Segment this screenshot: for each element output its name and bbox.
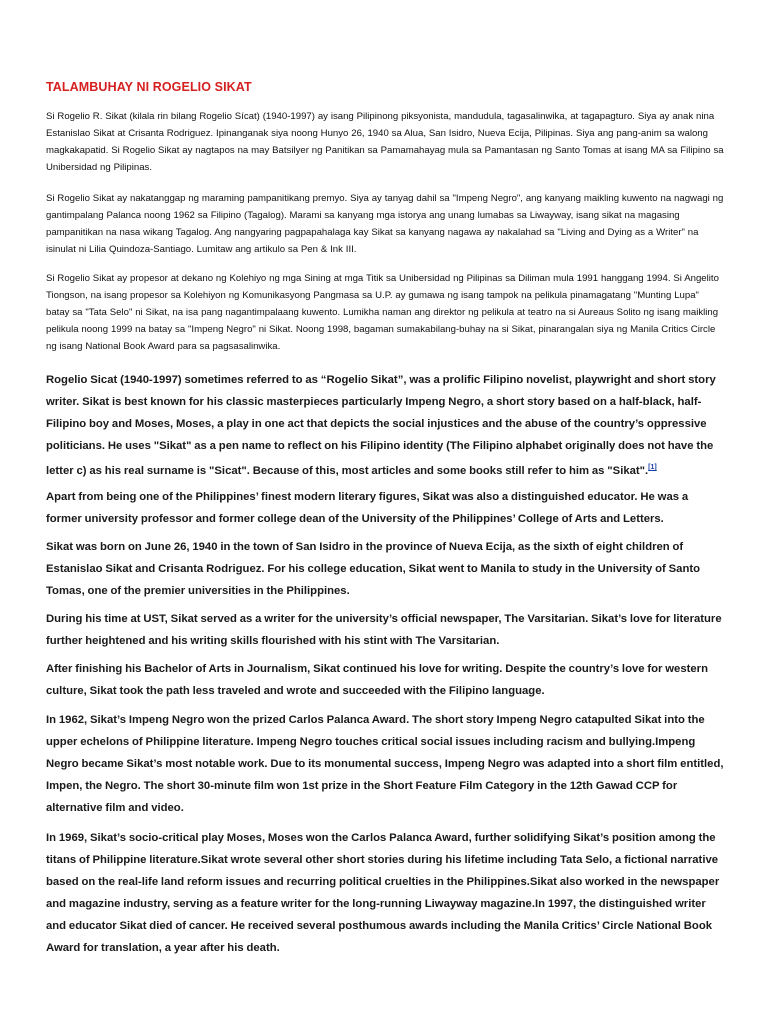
english-paragraph-1-text: Rogelio Sicat (1940-1997) sometimes referred to as “Rogelio Sikat”, was a prolific Filipino novelist, playwright and short story writer. Sikat is best known for his classic masterpieces particularly Impeng Negro, a short story based on a half-black, half-Filipino boy and Moses, Moses, a play in one act that depicts the social injustices and the abuse of the country’s oppressive politicians. He uses "Sikat" as a pen name to reflect on his Filipino identity (The Filipino alphabet originally does not have the letter c) as his real surname is "Sicat". Because of this, most articles and some books still refer to him as "Sikat". xyxy=(46,374,716,478)
page-title: TALAMBUHAY NI ROGELIO SIKAT xyxy=(46,80,252,94)
english-paragraph-3: Sikat was born on June 26, 1940 in the town of San Isidro in the province of Nueva Ecija, as the sixth of eight children of Estanislao Sikat and Crisanta Rodriguez. For his college education, Sikat went to Manila to study in the University of Santo Tomas, one of the premier universities in the Philippines. xyxy=(46,541,701,598)
english-paragraph-2: Apart from being one of the Philippines’ finest modern literary figures, Sikat was also a distinguished educator. He was a former university professor and former college dean of the University of the Philippines’ College of Arts and Letters. xyxy=(46,491,689,526)
tagalog-paragraph-3: Si Rogelio Sikat ay propesor at dekano ng Kolehiyo ng mga Sining at mga Titik sa Unibersidad ng Pilipinas sa Diliman mula 1991 hanggang 1994. Si Angelito Tiongson, na isang propesor sa Kolehiyon ng Komunikasyong Pangmasa sa U.P. ay gumawa ng isang tampok na pelikula pinamagatang "Munting Lupa" batay sa "Tata Selo" ni Sikat, na isa pang nagantimpalaang kuwento. Lumikha naman ang direktor ng pelikula at teatro na si Aureaus Solito ng isang maikling pelikula noong 1999 na batay sa "Impeng Negro" ni Sikat. Noong 1998, bagaman sumakabilang-buhay na si Sikat, pinarangalan siya ng Manila Critics Circle ng isang National Book Award para sa pagsasalinwika. xyxy=(46,273,719,352)
tagalog-paragraph-2: Si Rogelio Sikat ay nakatanggap ng maraming pampanitikang premyo. Siya ay tanyag dahil sa "Impeng Negro", ang kanyang maikling kuwento na nagwagi ng gantimpalang Palanca noong 1962 sa Filipino (Tagalog). Marami sa kanyang mga istorya ang unang lumabas sa Liwayway, isang sikat na magasing pampanitikan na nasa wikang Tagalog. Ang nangyaring pagpapahalaga kay Sikat sa kanyang nagawa ay nakalahad sa "Living and Dying as a Writer" na isinulat ni Lilia Quindoza-Santiago. Lumitaw ang artikulo sa Pen & Ink III. xyxy=(46,193,724,255)
english-paragraph-4: During his time at UST, Sikat served as a writer for the university’s official newspaper, The Varsitarian. Sikat’s love for literature further heightened and his writing skills flourished with his stint with The Varsitarian. xyxy=(46,613,722,648)
english-paragraph-7: In 1969, Sikat’s socio-critical play Moses, Moses won the Carlos Palanca Award, further solidifying Sikat’s position among the titans of Philippine literature.Sikat wrote several other short stories during his lifetime including Tata Selo, a fictional narrative based on the real-life land reform issues and recurring political cruelties in the Philippines.Sikat also worked in the newspaper and magazine industry, serving as a feature writer for the long-running Liwayway magazine.In 1997, the distinguished writer and educator Sikat died of cancer. He received several posthumous awards including the Manila Critics’ Circle National Book Award for translation, a year after his death. xyxy=(46,832,720,955)
footnote-link[interactable]: [1] xyxy=(648,464,657,472)
english-paragraph-6: In 1962, Sikat’s Impeng Negro won the prized Carlos Palanca Award. The short story Impeng Negro catapulted Sikat into the upper echelons of Philippine literature. Impeng Negro touches critical social issues including racism and bullying.Impeng Negro became Sikat’s most notable work. Due to its monumental success, Impeng Negro was adapted into a short film entitled, Impen, the Negro. The short 30-minute film won 1st prize in the Short Feature Film Category in the 12th Gawad CCP for alternative film and video. xyxy=(46,714,724,815)
english-paragraph-1 xyxy=(46,369,726,482)
tagalog-paragraph-1: Si Rogelio R. Sikat (kilala rin bilang Rogelio Sícat) (1940-1997) ay isang Pilipinong piksyonista, mandudula, tagasalinwika, at tagapagturo. Siya ay anak nina Estanislao Sikat at Crisanta Rodriguez. Ipinanganak siya noong Hunyo 26, 1940 sa Alua, San Isidro, Nueva Ecija, Pilipinas. Siya ang pang-anim sa walong magkakapatid. Si Rogelio Sikat ay nagtapos na may Batsilyer ng Panitikan sa Pamamahayag mula sa Pamantasan ng Santo Tomas at isang MA sa Filipino sa Unibersidad ng Pilipinas. xyxy=(46,111,724,173)
english-paragraph-5: After finishing his Bachelor of Arts in Journalism, Sikat continued his love for writing. Despite the country’s love for western culture, Sikat took the path less traveled and wrote and succeeded with the Filipino language. xyxy=(46,663,708,698)
